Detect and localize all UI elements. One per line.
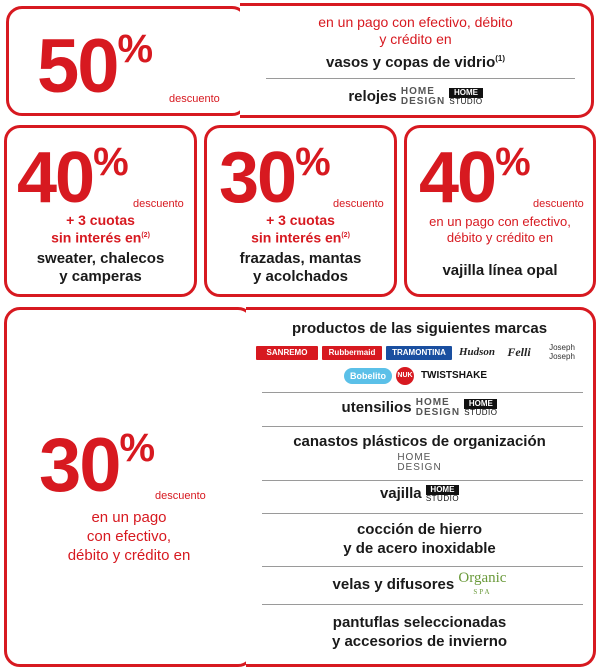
item-canastos: canastos plásticos de organización xyxy=(293,433,546,450)
home-studio-logo: HOME STUDIO xyxy=(425,485,460,504)
brand-nuk-logo: NUK xyxy=(396,367,414,385)
discount-number: 30% xyxy=(219,138,331,218)
brand-twistshake-logo: TWISTSHAKE xyxy=(420,370,488,381)
home-design-logo: HOME DESIGN xyxy=(400,86,446,107)
promo-top-right xyxy=(240,3,594,118)
promo-c xyxy=(404,125,596,297)
brand-tramontina-logo: TRAMONTINA xyxy=(386,346,452,360)
promo-main-left xyxy=(4,307,254,667)
divider xyxy=(262,513,583,514)
payment-text: en un pago con efectivo, débito y crédito en xyxy=(318,14,513,47)
brand-felli-logo: Felli xyxy=(507,345,531,359)
item-velas-row xyxy=(246,572,593,598)
products-text: sweater, chalecos y camperas xyxy=(36,250,165,285)
promo-main-right xyxy=(246,307,596,667)
item-coccion: cocción de hierro y de acero inoxidable xyxy=(343,521,496,557)
home-design-logo: HOME DESIGN xyxy=(415,397,461,418)
item-utensilios-row xyxy=(246,398,593,418)
discount-number: 30% xyxy=(39,423,156,508)
brand-joseph-joseph-logo: Joseph Joseph xyxy=(549,343,575,361)
item-vajilla: vajilla xyxy=(379,485,422,502)
discount-number: 40% xyxy=(17,138,129,218)
home-studio-logo: HOME STUDIO xyxy=(449,88,483,106)
percent-sign: % xyxy=(117,27,154,71)
divider xyxy=(262,392,583,393)
installments-text: + 3 cuotas sin interés $en^{(2)}$ xyxy=(251,212,350,246)
brand-sanremo-logo: SANREMO xyxy=(256,346,318,360)
item-canastos-logo-row xyxy=(246,453,593,473)
divider xyxy=(262,604,583,605)
discount-label: descuento xyxy=(155,490,206,502)
payment-text: en un pago con efectivo, débito y crédito en xyxy=(429,214,571,245)
discount-label: descuento xyxy=(533,198,584,210)
discount-number: 50% xyxy=(37,24,154,109)
promo-b xyxy=(204,125,397,297)
item-utensilios: utensilios xyxy=(341,398,412,416)
brand-rubbermaid-logo: Rubbermaid xyxy=(322,346,382,360)
promo-a xyxy=(4,125,197,297)
brands-title: productos de las siguientes marcas xyxy=(291,320,548,337)
product-text: vajilla línea opal xyxy=(442,262,558,279)
divider xyxy=(266,78,575,79)
discount-label: descuento xyxy=(133,198,184,210)
item-pantuflas: pantuflas seleccionadas y accesorios de invierno xyxy=(331,614,508,650)
item-relojes-row xyxy=(240,87,591,107)
home-design-logo: HOME DESIGN xyxy=(397,452,442,473)
item-vajilla-row xyxy=(246,485,593,503)
item-relojes: relojes xyxy=(348,87,397,105)
item-velas: velas y difusores xyxy=(332,575,455,593)
products-text: frazadas, mantas y acolchados xyxy=(239,250,362,285)
home-studio-logo: HOME STUDIO xyxy=(464,399,498,417)
installments-text: + 3 cuotas sin interés $en^{(2)}$ xyxy=(51,212,150,246)
divider xyxy=(262,480,583,481)
divider xyxy=(262,426,583,427)
payment-text: en un pago con efectivo, débito y crédito en xyxy=(67,509,191,564)
discount-number: 40% xyxy=(419,138,531,218)
divider xyxy=(262,566,583,567)
promo-top-left xyxy=(6,6,248,116)
brand-hudson-logo: Hudson xyxy=(458,346,496,358)
organic-spa-logo: Organic SPA xyxy=(458,570,507,596)
item-vasos: vasos y copas de vidrio$^{(1)}$ xyxy=(325,54,506,71)
discount-label: descuento xyxy=(169,93,220,105)
brand-bobelito-logo: Bobelito xyxy=(344,368,392,384)
discount-label: descuento xyxy=(333,198,384,210)
